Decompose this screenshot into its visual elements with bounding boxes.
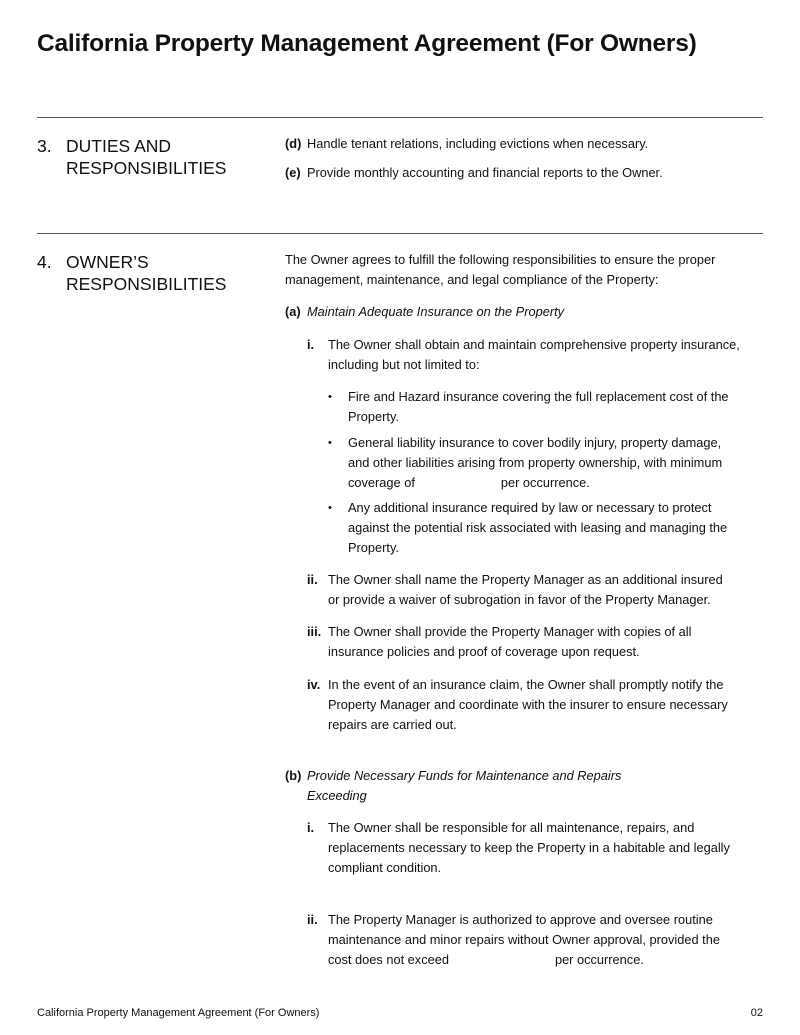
item-d-label: (d) — [285, 136, 302, 151]
item-b-ii-line3 — [328, 950, 644, 970]
bullet-2-line2: and other liabilities arising from property ownership, with minimum — [348, 455, 723, 470]
item-a-iv-line1: In the event of an insurance claim, the Owner shall promptly notify the — [328, 677, 724, 692]
item-b-i-label: i. — [307, 820, 315, 835]
item-a-label: (a) — [285, 304, 301, 319]
document-title: California Property Management Agreement (For Owners) — [37, 30, 697, 57]
item-a-ii-line1: The Owner shall name the Property Manager as an additional insured — [328, 572, 723, 587]
item-a-iii-line2: insurance policies and proof of coverage upon request. — [328, 644, 640, 659]
bullet-icon: • — [328, 391, 332, 403]
item-b-i-line1: The Owner shall be responsible for all maintenance, repairs, and — [328, 820, 695, 835]
bullet-2-line3 — [348, 473, 590, 493]
item-e-label: (e) — [285, 165, 301, 180]
section-4-intro-line2: management, maintenance, and legal compliance of the Property: — [285, 272, 659, 287]
item-a-ii-line2: or provide a waiver of subrogation in favor of the Property Manager. — [328, 592, 711, 607]
item-a-iv-label: iv. — [307, 677, 321, 692]
item-e-text: Provide monthly accounting and financial reports to the Owner. — [307, 165, 663, 180]
section-4-number: 4. — [37, 252, 52, 272]
item-a-iv-line2: Property Manager and coordinate with the insurer to ensure necessary — [328, 697, 728, 712]
item-a-i-line1: The Owner shall obtain and maintain comprehensive property insurance, — [328, 337, 740, 352]
section-4-heading-line1: OWNER’S — [66, 252, 149, 272]
bullet-icon: • — [328, 502, 332, 514]
section-divider — [37, 233, 763, 234]
page-number: 02 — [750, 1007, 763, 1019]
item-a-iv-line3: repairs are carried out. — [328, 717, 457, 732]
cost-limit-suffix: per occurrence. — [554, 952, 644, 967]
section-divider — [37, 117, 763, 118]
cost-limit-label: cost does not exceed — [328, 952, 449, 967]
section-4-heading — [66, 251, 226, 295]
coverage-label: coverage of — [348, 475, 415, 490]
section-3-heading — [66, 135, 226, 179]
item-d-text: Handle tenant relations, including evictions when necessary. — [307, 136, 649, 151]
item-a-ii-label: ii. — [307, 572, 318, 587]
item-b-ii-label: ii. — [307, 912, 318, 927]
item-a-title: Maintain Adequate Insurance on the Property — [307, 304, 565, 319]
coverage-suffix: per occurrence. — [500, 475, 590, 490]
bullet-3-line2: against the potential risk associated with leasing and managing the — [348, 520, 728, 535]
item-b-ii-line2: maintenance and minor repairs without Owner approval, provided the — [328, 932, 720, 947]
item-b-title-line1: Provide Necessary Funds for Maintenance and Repairs — [307, 768, 622, 783]
section-4-intro-line1: The Owner agrees to fulfill the following responsibilities to ensure the proper — [285, 252, 716, 267]
item-b-label: (b) — [285, 768, 302, 783]
section-4-heading-line2: RESPONSIBILITIES — [66, 274, 227, 294]
item-a-iii-line1: The Owner shall provide the Property Manager with copies of all — [328, 624, 692, 639]
bullet-1-line2: Property. — [348, 409, 399, 424]
section-3-heading-line1: DUTIES AND — [66, 136, 172, 156]
item-a-iii-label: iii. — [307, 624, 322, 639]
item-b-i-line2: replacements necessary to keep the Property in a habitable and legally — [328, 840, 730, 855]
item-a-i-line2: including but not limited to: — [328, 357, 480, 372]
item-a-i-label: i. — [307, 337, 315, 352]
bullet-3-line1: Any additional insurance required by law or necessary to protect — [348, 500, 712, 515]
bullet-icon: • — [328, 437, 332, 449]
bullet-3-line3: Property. — [348, 540, 399, 555]
bullet-2-line1: General liability insurance to cover bodily injury, property damage, — [348, 435, 722, 450]
section-3-number: 3. — [37, 136, 52, 156]
section-3-heading-line2: RESPONSIBILITIES — [66, 158, 227, 178]
item-b-i-line3: compliant condition. — [328, 860, 442, 875]
item-b-ii-line1: The Property Manager is authorized to approve and oversee routine — [328, 912, 713, 927]
footer-title: California Property Management Agreement (For Owners) — [37, 1007, 320, 1019]
bullet-1-line1: Fire and Hazard insurance covering the full replacement cost of the — [348, 389, 729, 404]
item-b-title-line2: Exceeding — [307, 788, 367, 803]
